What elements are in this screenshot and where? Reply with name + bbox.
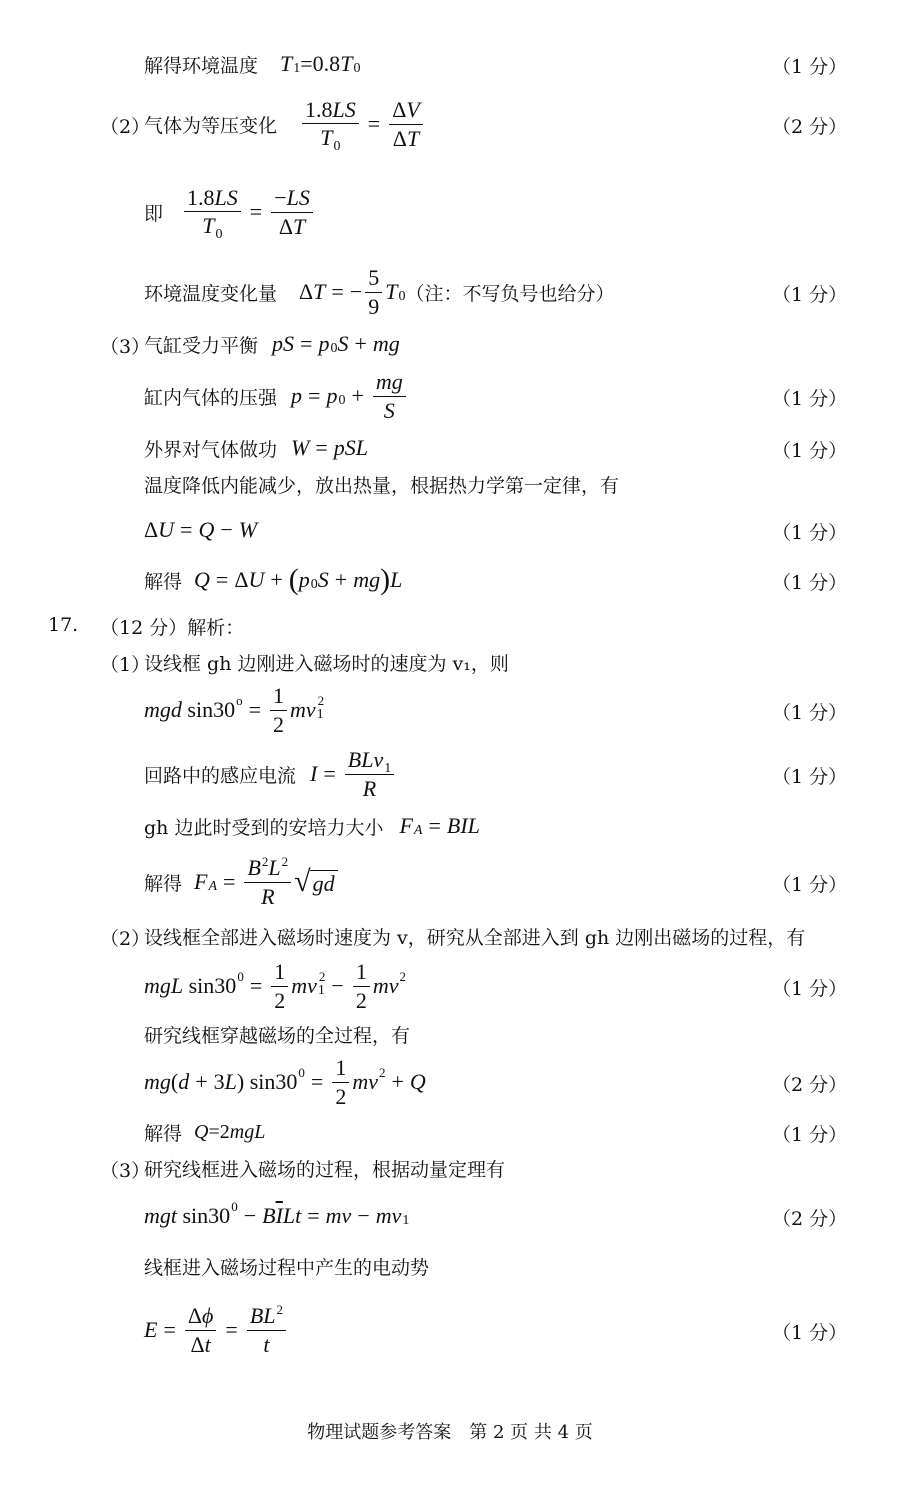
score: （1 分）: [772, 978, 848, 1000]
equation-emf: E = $\frac{\Delta\phi}{\Delta t}$ = $\frac{BL^2}{t}$: [144, 1304, 289, 1355]
answer-line-0: [0, 34, 900, 94]
line-text: 气缸受力平衡: [144, 334, 259, 357]
equation-energy-full: mg ( d + 3 L ) sin30 0 = $\frac{1}{2}$ mv 2 + Q: [144, 1055, 426, 1109]
answer-line-12: [0, 680, 900, 740]
line-text: 温度降低内能减少，放出热量，根据热力学第一定律，有: [144, 474, 620, 497]
score: （1 分）: [772, 56, 848, 78]
answer-line-15: [0, 852, 900, 912]
part-label: （2）: [100, 928, 151, 950]
score: （2 分）: [772, 1074, 848, 1096]
equation-work: W = pSL: [291, 435, 369, 460]
equation-ampere-force: F A = BIL: [399, 813, 480, 838]
answer-line-2: [0, 182, 900, 242]
line-text: 设线框全部进入磁场时速度为 v，研究从全部进入到 gh 边刚出磁场的过程，有: [144, 926, 806, 949]
line-text: 研究线框穿越磁场的全过程，有: [144, 1024, 411, 1047]
line-text: 线框进入磁场过程中产生的电动势: [144, 1256, 430, 1279]
line-text: gh 边此时受到的安培力大小: [144, 816, 384, 839]
equation-delta-t: Δ T = − $\frac{5}{9}$ T 0: [299, 265, 406, 319]
line-note: （注：不写负号也给分）: [405, 282, 615, 305]
part-label: （3）: [100, 1160, 151, 1182]
line-text: 解得: [144, 570, 183, 593]
equation-energy-inside: mgL sin30 0 = $\frac{1}{2}$ mv 1 2 − $\frac{1}{2}$ mv 2: [144, 959, 406, 1013]
equation-momentum: mgt sin30 0 − B $\overline{I}$ Lt = mv − mv 1: [144, 1199, 410, 1228]
equation-force-result: F A = $\frac{B^2L^2}{R}$ √ gd: [194, 856, 338, 907]
score: （1 分）: [772, 522, 848, 544]
equation-isobaric: $\frac{1.8LS}{T_0}$ = $\frac{\Delta V}{\Delta T}$: [299, 98, 426, 150]
line-text: 气体为等压变化: [144, 114, 278, 137]
answer-line-24: [0, 1300, 900, 1360]
line-text: 研究线框进入磁场的过程，根据动量定理有: [144, 1158, 506, 1181]
answer-line-14: [0, 796, 900, 856]
equation-heat: Q = Δ U + ( p 0 S + mg ) L: [194, 563, 403, 596]
answer-line-3: [0, 262, 900, 322]
equation-first-law: Δ U = Q − W: [144, 517, 258, 542]
equation-t1: T 1 =0.8 T 0: [280, 51, 361, 76]
score: （1 分）: [772, 874, 848, 896]
answer-line-5: [0, 366, 900, 426]
line-text: 解得: [144, 872, 183, 895]
part-label: （3）: [100, 336, 151, 358]
part-label: （2）: [100, 116, 151, 138]
score: （2 分）: [772, 116, 848, 138]
page-footer: 物理试题参考答案 第 2 页 共 4 页: [307, 1422, 593, 1443]
line-text: 解得: [144, 1122, 183, 1145]
answer-line-1: [0, 94, 900, 154]
score: （1 分）: [772, 702, 848, 724]
line-text: 即: [144, 202, 164, 225]
question-number: 17.: [48, 614, 79, 636]
equation-pressure: p = p 0 + $\frac{mg}{S}$: [291, 370, 409, 421]
score: （1 分）: [772, 1322, 848, 1344]
line-text: （12 分）解析：: [100, 616, 245, 639]
equation-energy-entry: mgd sin30 o = $\frac{1}{2}$ mv 1 2: [144, 683, 325, 737]
score: （1 分）: [772, 440, 848, 462]
line-text: 缸内气体的压强: [144, 386, 278, 409]
line-text: 环境温度变化量: [144, 282, 278, 305]
answer-line-13: [0, 744, 900, 804]
equation-force-balance: pS = p 0 S + mg: [272, 331, 400, 356]
answer-line-4: [0, 314, 900, 374]
answer-line-23: [0, 1236, 900, 1296]
score: （1 分）: [772, 572, 848, 594]
equation-substitution: $\frac{1.8LS}{T_0}$ = $\frac{-LS}{\Delta T}$: [181, 186, 316, 238]
score: （2 分）: [772, 1208, 848, 1230]
line-text: 设线框 gh 边刚进入磁场时的速度为 v₁，则: [144, 652, 509, 675]
score: （1 分）: [772, 1124, 848, 1146]
score: （1 分）: [772, 766, 848, 788]
part-label: （1）: [100, 654, 151, 676]
line-text: 解得环境温度: [144, 54, 259, 77]
line-text: 回路中的感应电流: [144, 764, 297, 787]
equation-q-result: Q =2 mgL: [194, 1120, 266, 1143]
line-text: 外界对气体做功: [144, 438, 278, 461]
score: （1 分）: [772, 388, 848, 410]
equation-current: I = $\frac{BLv_1}{R}$: [310, 748, 397, 800]
score: （1 分）: [772, 284, 848, 306]
